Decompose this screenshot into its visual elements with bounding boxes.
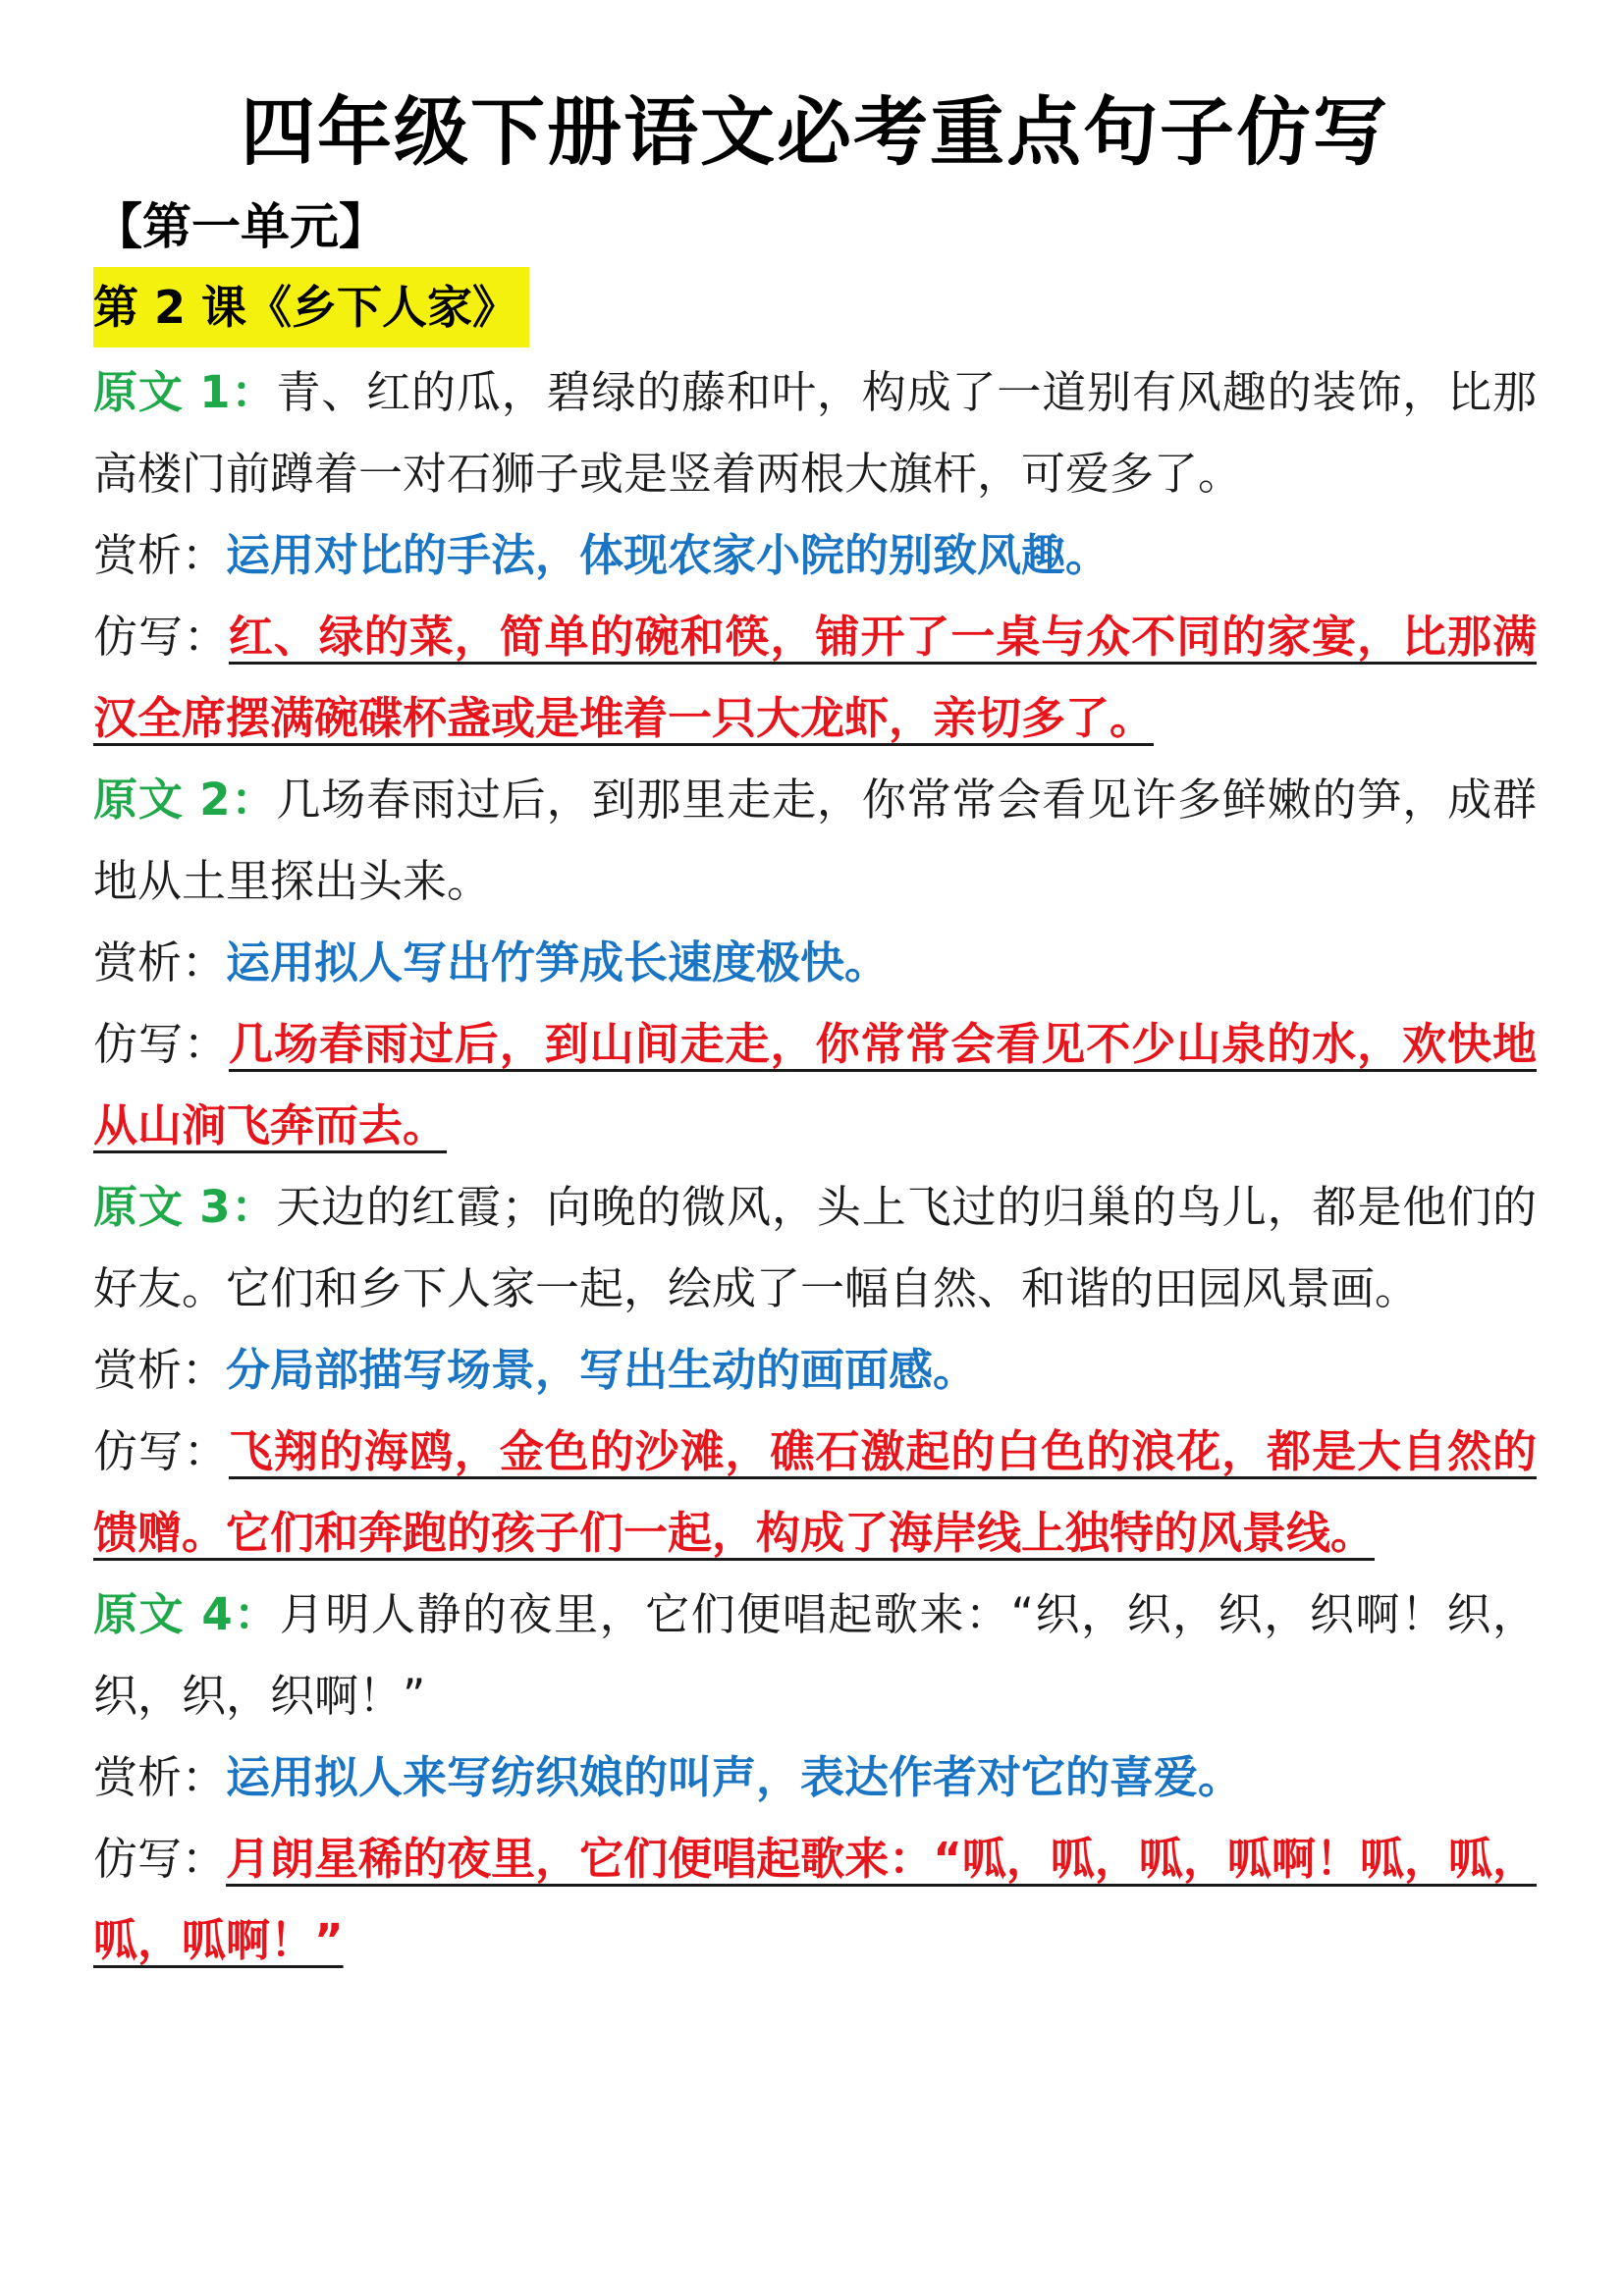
original-sentence [93,351,1537,514]
analysis-label: 赏析： [93,1344,227,1396]
imitation-text: 飞翔的海鸥，金色的沙滩，礁石激起的白色的浪花，都是大自然的馈赠。它们和奔跑的孩子们一起，构成了海岸线上独特的风景线。 [93,1425,1537,1559]
original-sentence [93,1166,1537,1329]
original-sentence [93,1574,1537,1736]
original-label: 原文 3： [93,1181,277,1233]
imitation-line [93,1003,1537,1166]
original-sentence [93,759,1537,922]
analysis-line [93,1329,1537,1411]
lesson-heading: 第 2 课《乡下人家》 [93,267,529,347]
analysis-text: 运用拟人来写纺织娘的叫声，表达作者对它的喜爱。 [226,1751,1243,1803]
analysis-text: 运用对比的手法，体现农家小院的别致风趣。 [226,529,1110,581]
analysis-text: 分局部描写场景，写出生动的画面感。 [226,1344,978,1396]
analysis-label: 赏析： [93,936,227,988]
original-text: 几场春雨过后，到那里走走，你常常会看见许多鲜嫩的笋，成群地从土里探出头来。 [93,774,1537,907]
original-label: 原文 2： [93,774,277,826]
analysis-line [93,922,1537,1003]
document-page [93,79,1537,1981]
page-title: 四年级下册语文必考重点句子仿写 [241,88,1389,176]
imitation-label: 仿写： [93,1425,229,1477]
original-label: 原文 4： [93,1588,280,1640]
imitation-line [93,596,1537,759]
original-text: 月明人静的夜里，它们便唱起歌来：“织，织，织，织啊！织，织，织，织啊！” [93,1588,1537,1722]
unit-heading: 【第一单元】 [93,198,388,255]
analysis-label: 赏析： [93,529,227,581]
original-text: 天边的红霞；向晚的微风，头上飞过的归巢的鸟儿，都是他们的好友。它们和乡下人家一起，绘成了一幅自然、和谐的田园风景画。 [93,1181,1537,1314]
imitation-text: 几场春雨过后，到山间走走，你常常会看见不少山泉的水，欢快地从山涧飞奔而去。 [93,1018,1537,1151]
analysis-text: 运用拟人写出竹笋成长速度极快。 [226,936,890,988]
analysis-line [93,1736,1537,1818]
imitation-label: 仿写： [93,1018,229,1070]
imitation-line [93,1818,1537,1981]
analysis-label: 赏析： [93,1751,227,1803]
imitation-label: 仿写： [93,1833,227,1885]
imitation-text: 红、绿的菜，简单的碗和筷，铺开了一桌与众不同的家宴，比那满汉全席摆满碗碟杯盏或是堆着一只大龙虾，亲切多了。 [93,611,1537,744]
imitation-line [93,1411,1537,1574]
original-label: 原文 1： [93,366,277,418]
imitation-label: 仿写： [93,611,229,663]
original-text: 青、红的瓜，碧绿的藤和叶，构成了一道别有风趣的装饰，比那高楼门前蹲着一对石狮子或是竖着两根大旗杆，可爱多了。 [93,366,1537,500]
imitation-text: 月朗星稀的夜里，它们便唱起歌来：“呱，呱，呱，呱啊！呱，呱，呱，呱啊！” [93,1833,1537,1966]
analysis-line [93,514,1537,596]
